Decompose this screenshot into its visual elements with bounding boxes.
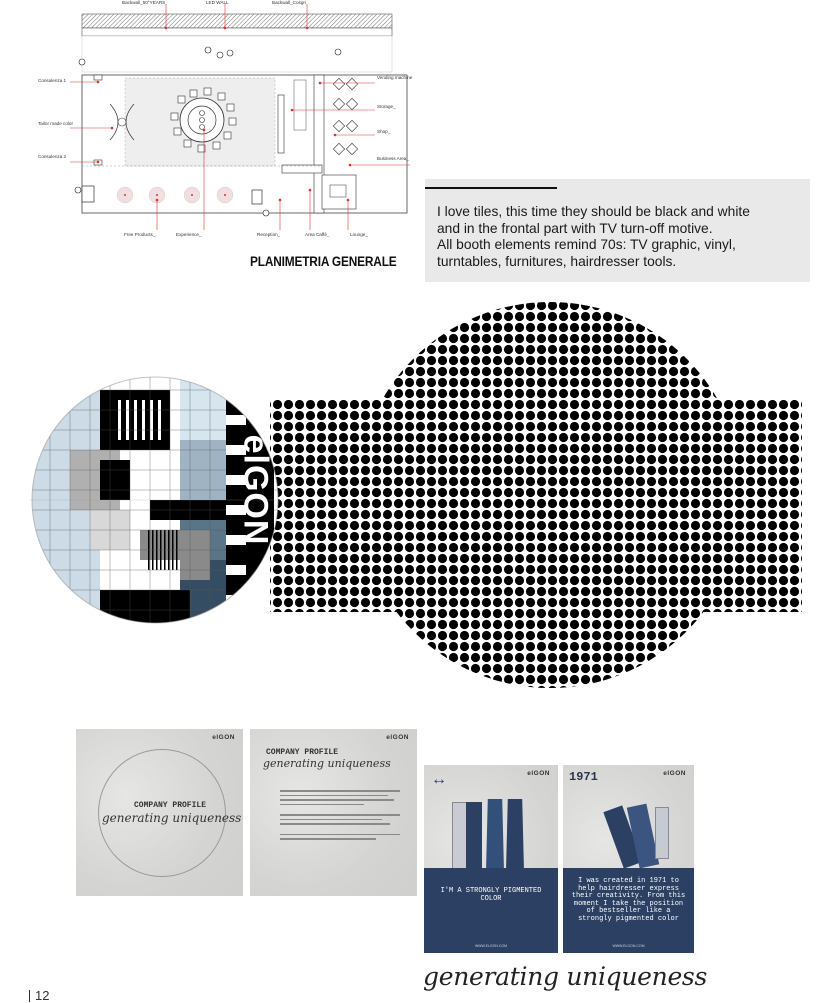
brochure-brand-logo: elGON [212,734,235,741]
product-box [655,807,669,859]
card-message-panel [563,868,694,953]
card-message: I'M A STRONGLY PIGMENTED COLOR [440,887,542,903]
dotted-floor-band [270,400,802,612]
page-number: 12 [29,990,49,1002]
card-year: 1971 [569,770,598,784]
product-card-2 [563,765,694,953]
floor-plan [30,0,415,245]
booth-floor-drawing [30,300,805,695]
booth-render [30,300,805,695]
label-consulenza-2: Consulenza 2 [38,154,67,159]
plan-title: PLANIMETRIA GENERALE [250,254,397,269]
brochure-cover [76,729,243,896]
label-backwall-cosgri: Backwall_Cosgri [272,0,306,5]
card-message: I was created in 1971 to help hairdresser express their creativity. From this moment I take the position of bestseller like a strongly pigmented color [571,877,686,923]
brochure-title: COMPANY PROFILE [134,801,207,810]
label-area-caffe: Area Caffè_ [305,232,330,237]
brochure-title: COMPANY PROFILE [266,748,339,757]
note-divider [425,187,557,189]
label-business-area: Business Area_ [377,156,409,161]
footer-tagline: generating uniqueness [423,962,707,991]
card-message-panel [424,868,558,953]
label-reception: Reception_ [257,232,281,237]
label-backwall-50years: Backwall_50°YEARS [122,0,166,5]
note-line: All booth elements remind 70s: TV graphic, vinyl, [437,237,736,252]
product-tube [506,799,524,871]
label-led-wall: LED WALL [206,0,229,5]
brochure-brand-logo: elGON [663,770,686,777]
label-consulenza-1: Consulenza 1 [38,78,67,83]
brochure-tagline: generating uniqueness [102,811,242,825]
product-tube [486,799,504,871]
brochure-brand-logo: elGON [527,770,550,777]
note-line: I love tiles, this time they should be black and white [437,204,750,219]
note-line: turntables, furnitures, hairdresser tools. [437,253,677,269]
note-text [437,204,802,270]
booth-brand-vertical: elGON [236,434,275,546]
design-note [425,179,810,282]
note-line: and in the frontal part with TV turn-off motive. [437,220,713,236]
brochure-inside [250,729,417,896]
brochure-tagline: generating uniqueness [263,757,391,770]
brochure-brand-logo: elGON [386,734,409,741]
card-url: WWW.ELGON.COM [474,944,508,948]
double-arrow-icon: ↔ [431,771,447,788]
label-shop: Shop_ [377,129,391,134]
label-tailor-made-color: Tailor made color [38,121,73,126]
card-url: WWW.ELGON.COM [612,944,645,948]
floor-plan-drawing [30,0,415,245]
product-card-1 [424,765,558,953]
body-text-block [280,787,400,843]
label-lounge: Lounge_ [350,232,368,237]
label-vending-machine: Vending machine [377,75,413,80]
label-free-products: Free Products_ [124,232,156,237]
label-experience: Experience_ [176,232,202,237]
product-tube [466,802,482,872]
label-storage: Storage_ [377,104,396,109]
